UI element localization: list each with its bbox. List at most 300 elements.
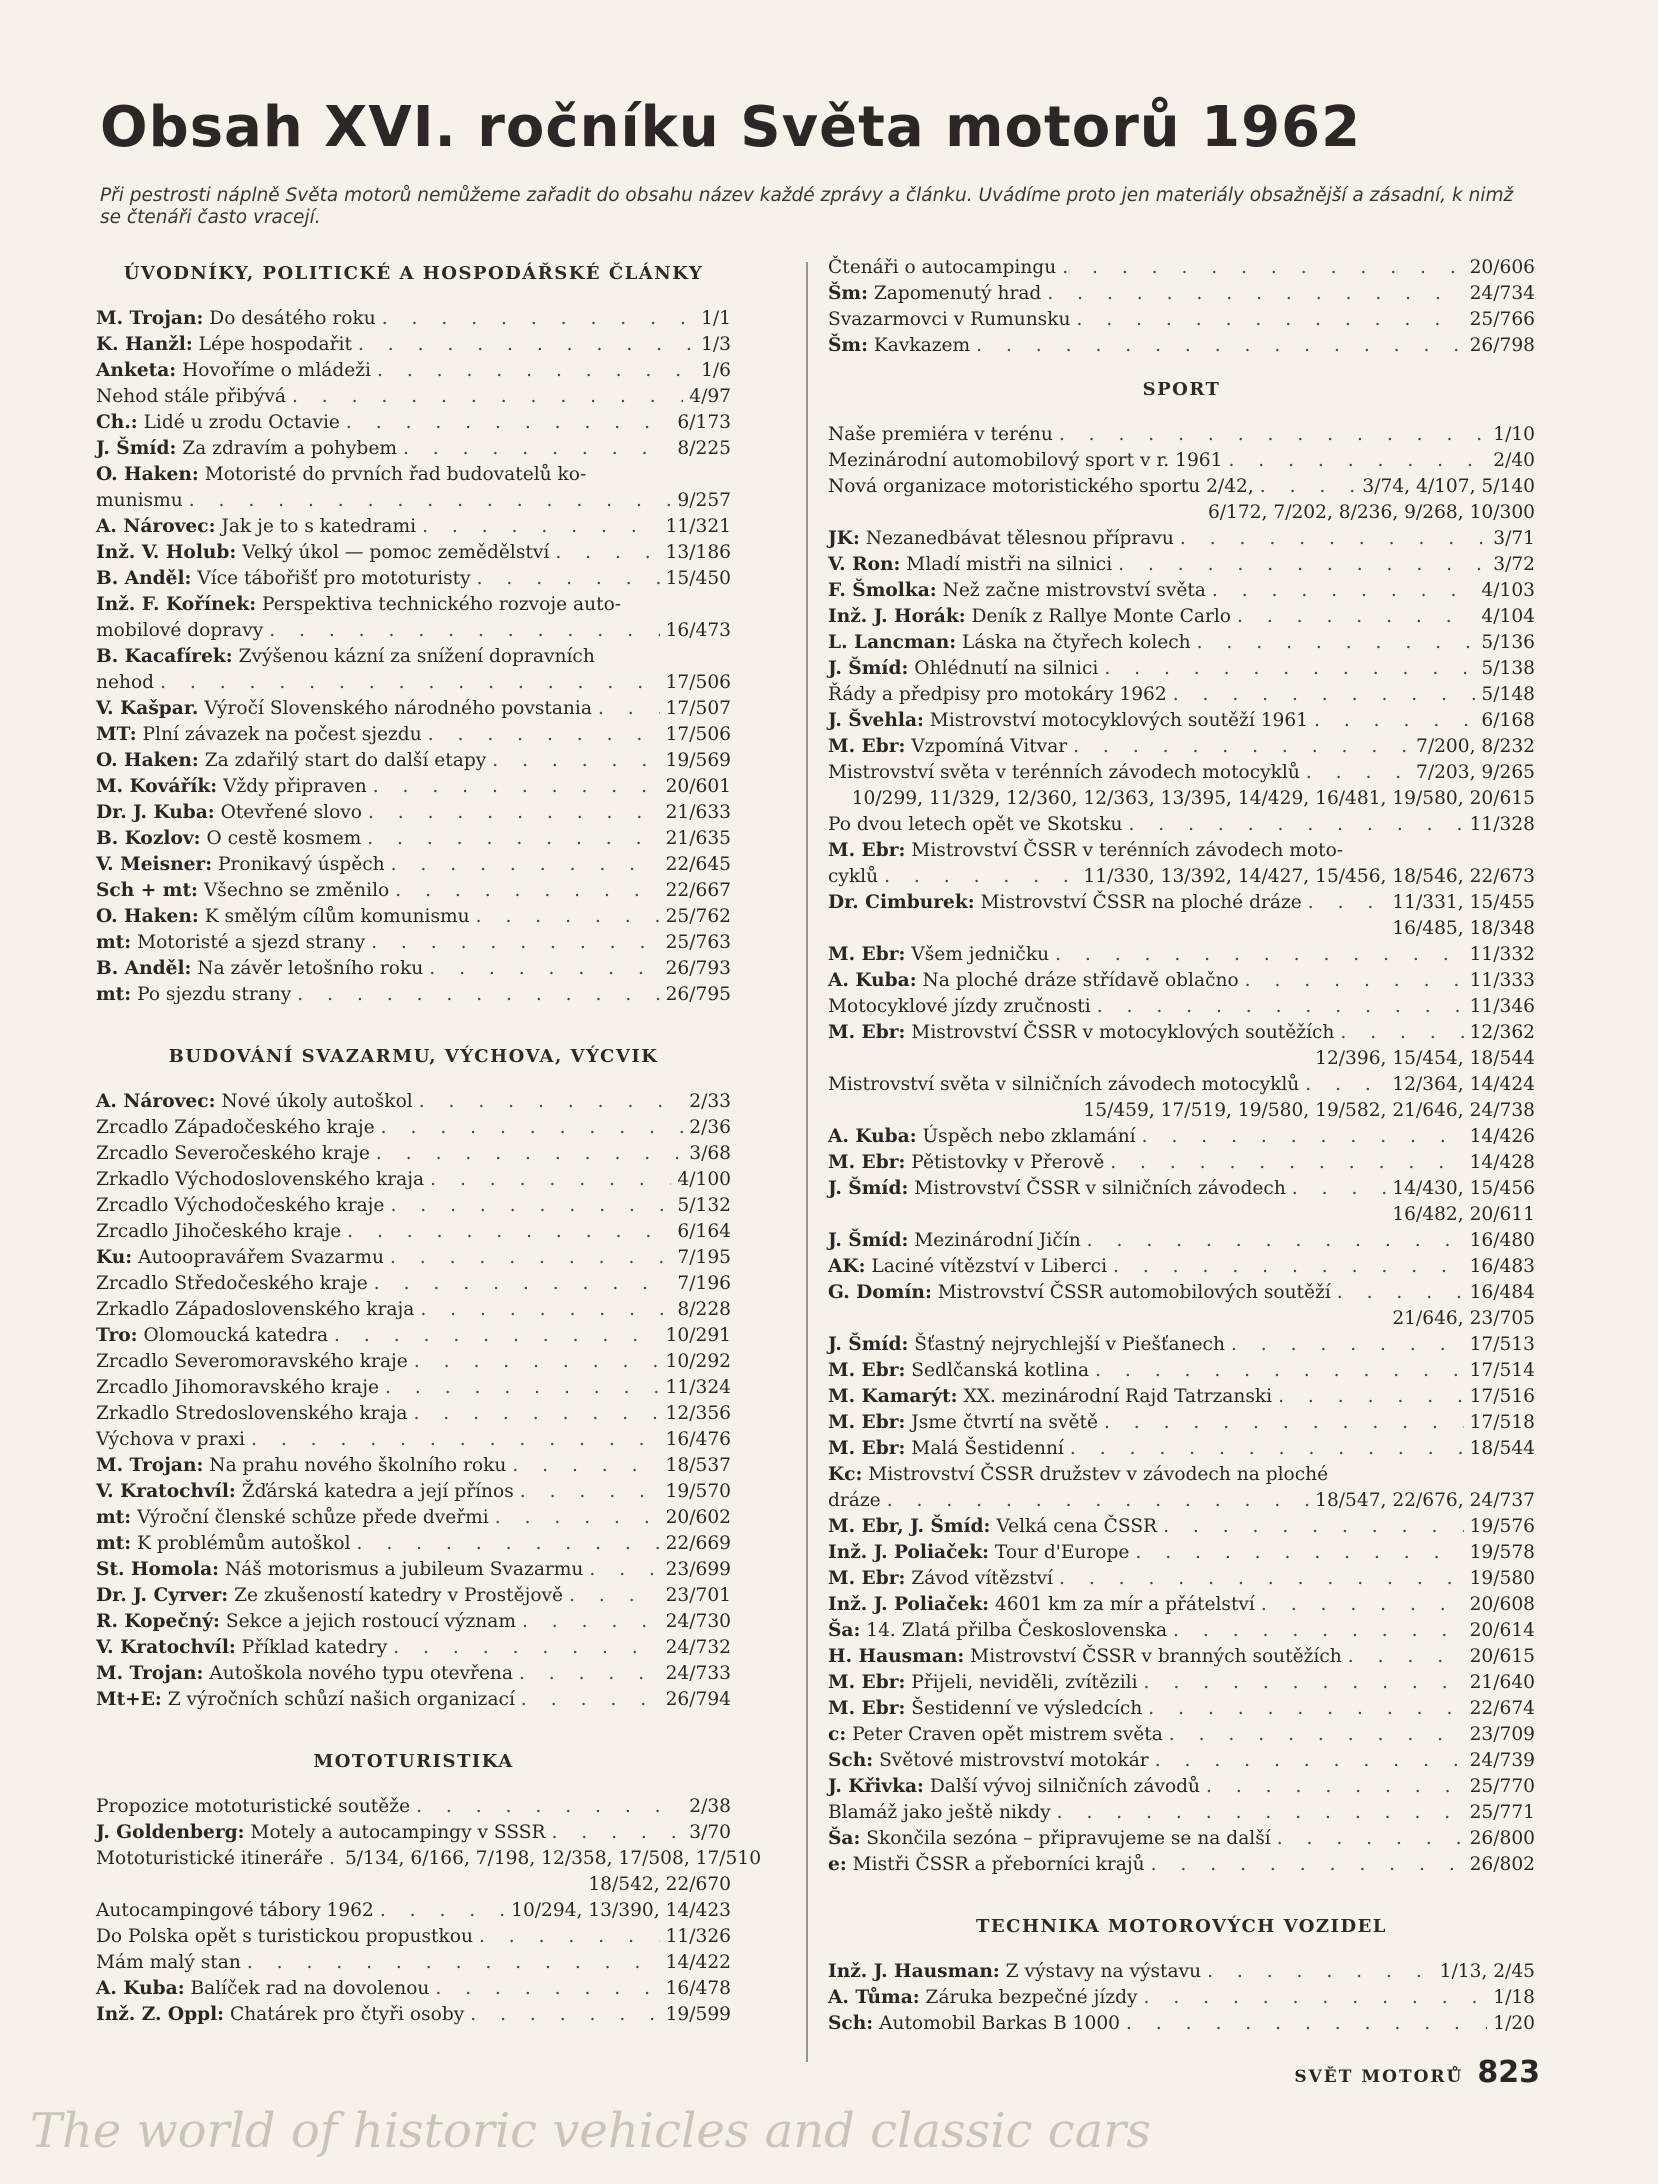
entry-line — [96, 1505, 731, 1531]
toc-entry — [828, 1696, 1535, 1722]
entry-text — [828, 307, 1070, 333]
toc-entry — [828, 1462, 1535, 1514]
toc-entry — [828, 1020, 1535, 1072]
entry-author: A. Tůma: — [828, 1987, 920, 2008]
entry-ref: 18/547, 22/676, 24/737 — [1315, 1490, 1535, 1511]
entry-text — [828, 1618, 1167, 1644]
entry-title: Autocampingové tábory 1962 — [96, 1900, 374, 1921]
entry-author: M. Trojan: — [96, 308, 204, 329]
entry-text — [96, 878, 389, 904]
entry-line — [96, 1401, 731, 1427]
leader-dots — [1059, 422, 1487, 448]
entry-title: Zrcadlo Jihočeského kraje — [96, 1221, 342, 1242]
leader-dots — [1197, 630, 1476, 656]
entry-ref: 11/324 — [665, 1377, 731, 1398]
intro-paragraph: Při pestrosti náplně Světa motorů nemůžeme zařadit do obsahu název každé zprávy a článku. Uvádíme proto jen materiály obsažnější a zásadní, k nimž se čtenáři často vracejí. — [100, 185, 1514, 228]
toc-entry — [96, 514, 731, 540]
entry-ref: 25/771 — [1469, 1802, 1535, 1823]
entry-line — [96, 1115, 731, 1141]
entry-author: B. Anděl: — [96, 958, 192, 979]
leader-dots — [393, 1635, 659, 1661]
entry-line — [96, 1141, 731, 1167]
right-column — [828, 255, 1535, 2075]
entry-title: Další vývoj silničních závodů — [929, 1776, 1201, 1797]
entry-author: mt: — [96, 1507, 132, 1528]
entry-ref: 11/346 — [1469, 996, 1535, 1017]
toc-entry — [96, 1583, 731, 1609]
entry-author: M. Ebr: — [828, 944, 906, 965]
entry-author: mt: — [96, 984, 132, 1005]
entry-title: Nehod stále přibývá — [96, 386, 286, 407]
entry-author: A. Kuba: — [828, 1126, 917, 1147]
entry-ref: 1/20 — [1493, 2013, 1535, 2034]
entry-author: M. Ebr: — [828, 1568, 906, 1589]
page-number: 823 — [1477, 2055, 1540, 2090]
entry-title: Malá Šestidenní — [911, 1438, 1064, 1459]
leader-dots — [403, 436, 671, 462]
entry-line — [96, 1976, 731, 2002]
leader-dots — [390, 1245, 671, 1271]
leader-dots — [1144, 1670, 1464, 1696]
entry-author: M. Ebr: — [828, 1698, 906, 1719]
leader-dots — [189, 488, 672, 514]
toc-entry — [96, 1479, 731, 1505]
leader-dots — [1306, 760, 1410, 786]
entry-title: Blamáž jako ještě nikdy — [828, 1802, 1051, 1823]
entry-ref: 17/518 — [1469, 1412, 1535, 1433]
toc-entry — [96, 826, 731, 852]
entry-author: Tro: — [96, 1325, 138, 1346]
entry-ref: 19/569 — [665, 750, 731, 771]
leader-dots — [357, 1531, 660, 1557]
section-mototuristika-b — [828, 255, 1535, 359]
entry-title: O cestě kosmem — [206, 828, 362, 849]
entry-text — [96, 1924, 473, 1950]
entry-line — [96, 670, 731, 696]
entry-ref: 16/483 — [1469, 1256, 1535, 1277]
entry-line — [96, 1479, 731, 1505]
entry-ref: 11/331, 15/455 — [1392, 892, 1535, 913]
leader-dots — [247, 1950, 660, 1976]
toc-entry — [828, 2011, 1535, 2037]
entry-text — [828, 1384, 1272, 1410]
entry-author: Inž. J. Hausman: — [828, 1961, 1000, 1982]
entry-author: c: — [828, 1724, 847, 1745]
toc-entry — [96, 1687, 731, 1713]
entry-title: Lépe hospodařit — [198, 334, 352, 355]
entry-line — [828, 1618, 1535, 1644]
entry-line — [96, 592, 731, 618]
entry-text — [828, 1150, 1104, 1176]
leader-dots — [589, 1557, 659, 1583]
entry-title: Hovoříme o mládeži — [182, 360, 372, 381]
entry-title: Pronikavý úspěch — [218, 854, 385, 875]
entry-author: Inž. Z. Oppl: — [96, 2004, 225, 2025]
entry-line — [96, 644, 731, 670]
entry-title: Nezanedbávat tělesnou přípravu — [865, 528, 1174, 549]
entry-ref: 20/602 — [665, 1507, 731, 1528]
entry-ref: 23/709 — [1469, 1724, 1535, 1745]
leader-dots — [1097, 994, 1464, 1020]
toc-entry — [96, 1505, 731, 1531]
entry-line — [828, 1280, 1535, 1306]
leader-dots — [292, 384, 683, 410]
toc-entry — [96, 1794, 731, 1820]
entry-title: Motoristé do prvních řad budovatelů ko- — [204, 464, 587, 485]
entry-title: Mistrovství ČSSR automobilových soutěží — [937, 1282, 1331, 1303]
entry-text — [96, 1479, 514, 1505]
entry-title: Výchova v praxi — [96, 1429, 245, 1450]
toc-entry — [828, 526, 1535, 552]
toc-entry — [96, 410, 731, 436]
entry-text — [96, 1323, 328, 1349]
entry-line — [828, 812, 1535, 838]
entry-ref: 24/732 — [665, 1637, 731, 1658]
entry-ref: 10/291 — [665, 1325, 731, 1346]
entry-ref: 2/33 — [689, 1091, 731, 1112]
entry-author: J. Šmíd: — [828, 1230, 909, 1251]
entry-title: Mistrovství motocyklových soutěží 1961 — [929, 710, 1309, 731]
entry-title: Jsme čtvrtí na světě — [911, 1412, 1098, 1433]
entry-text — [828, 1332, 1225, 1358]
entry-title: Úspěch nebo zklamání — [922, 1126, 1136, 1147]
entry-author: O. Haken: — [96, 750, 199, 771]
leader-dots — [382, 306, 695, 332]
toc-entry — [96, 2002, 731, 2028]
entry-ref: 22/667 — [665, 880, 731, 901]
entry-line — [828, 1384, 1535, 1410]
entry-title: Zrcadlo Severomoravského kraje — [96, 1351, 408, 1372]
toc-entry — [96, 1898, 731, 1924]
entry-title: Světové mistrovství motokár — [879, 1750, 1149, 1771]
entry-author: Dr. J. Kuba: — [96, 802, 215, 823]
leader-dots — [419, 1089, 684, 1115]
entry-line — [828, 656, 1535, 682]
entry-ref: 11/326 — [665, 1926, 731, 1947]
toc-entry — [96, 1141, 731, 1167]
entry-text — [96, 1115, 375, 1141]
page-footer — [1270, 2055, 1540, 2090]
entry-text — [96, 774, 367, 800]
entry-line — [828, 1436, 1535, 1462]
entry-ref: 19/578 — [1469, 1542, 1535, 1563]
entry-ref: 11/330, 13/392, 14/427, 15/456, 18/546, 22/673 — [1083, 866, 1535, 887]
leader-dots — [1087, 1228, 1464, 1254]
toc-entry — [96, 592, 731, 644]
entry-ref: 7/196 — [677, 1273, 731, 1294]
toc-entry — [828, 255, 1535, 281]
leader-dots — [1076, 307, 1463, 333]
entry-ref: 13/186 — [665, 542, 731, 563]
entry-text — [828, 552, 1112, 578]
leader-dots — [1047, 281, 1463, 307]
entry-text — [96, 1687, 515, 1713]
entry-title: Příklad katedry — [241, 1637, 388, 1658]
entry-text — [828, 526, 1174, 552]
entry-title: Mistrovství ČSSR v silničních závodech — [914, 1178, 1286, 1199]
toc-entry — [828, 630, 1535, 656]
toc-entry — [96, 306, 731, 332]
entry-ref: 16/484 — [1469, 1282, 1535, 1303]
entry-line — [828, 1800, 1535, 1826]
toc-entry — [828, 1592, 1535, 1618]
leader-dots — [1340, 1020, 1463, 1046]
entry-ref: 8/225 — [677, 438, 731, 459]
entry-title: Šestidenní ve výsledcích — [911, 1698, 1143, 1719]
leader-dots — [555, 540, 659, 566]
entry-author: A. Nárovec: — [96, 516, 216, 537]
entry-line — [96, 436, 731, 462]
toc-entry — [96, 956, 731, 982]
entry-title: Laciné vítězství v Liberci — [871, 1256, 1108, 1277]
toc-entry — [96, 1323, 731, 1349]
leader-dots — [1212, 578, 1476, 604]
entry-title: Čtenáři o autocampingu — [828, 257, 1057, 278]
entry-title: Žďárská katedra a její přínos — [241, 1481, 514, 1502]
entry-title: Autoopravářem Svazarmu — [138, 1247, 384, 1268]
entry-title: Do Polska opět s turistickou propustkou — [96, 1926, 473, 1947]
entry-ref: 12/364, 14/424 — [1392, 1074, 1535, 1095]
toc-entry — [96, 1976, 731, 2002]
entry-author: V. Kratochvíl: — [96, 1637, 236, 1658]
entry-author: M. Trojan: — [96, 1663, 204, 1684]
entry-line — [96, 930, 731, 956]
entry-text — [96, 826, 361, 852]
leader-dots — [1135, 1540, 1463, 1566]
toc-entry — [828, 1072, 1535, 1124]
toc-entry — [96, 1846, 762, 1898]
leader-dots — [1095, 1358, 1464, 1384]
entry-line — [828, 552, 1535, 578]
entry-text — [96, 332, 352, 358]
entry-title: Balíček rad na dovolenou — [190, 1978, 430, 1999]
entry-title: Do desátého roku — [209, 308, 376, 329]
leader-dots — [470, 2002, 659, 2028]
entry-ref: 20/608 — [1469, 1594, 1535, 1615]
entry-text — [828, 1540, 1129, 1566]
entry-line — [828, 760, 1535, 786]
entry-line — [96, 1193, 731, 1219]
leader-dots — [1059, 1566, 1464, 1592]
entry-line — [96, 722, 731, 748]
leader-dots — [1278, 1384, 1463, 1410]
entry-ref: 25/762 — [665, 906, 731, 927]
entry-line — [96, 540, 731, 566]
entry-title: Po dvou letech opět ve Skotsku — [828, 814, 1123, 835]
entry-line — [96, 1089, 731, 1115]
entry-ref: 21/633 — [665, 802, 731, 823]
entry-line — [828, 1959, 1535, 1985]
entry-ref: 14/428 — [1469, 1152, 1535, 1173]
leader-dots — [1113, 1254, 1464, 1280]
entry-title-cont: nehod — [96, 672, 155, 693]
toc-entry — [96, 1557, 731, 1583]
entry-text — [96, 1089, 413, 1115]
toc-entry — [96, 722, 731, 748]
entry-title: Skončila sezóna – připravujeme se na další — [866, 1828, 1271, 1849]
entry-title: Sekce a jejich rostoucí význam — [225, 1611, 516, 1632]
leader-dots — [269, 618, 659, 644]
entry-ref: 19/570 — [665, 1481, 731, 1502]
section-heading: SPORT — [1142, 379, 1221, 400]
entry-line — [828, 448, 1535, 474]
leader-dots — [428, 722, 660, 748]
entry-line — [96, 1557, 731, 1583]
entry-line — [828, 1254, 1535, 1280]
entry-author: St. Homola: — [96, 1559, 219, 1580]
entry-author: M. Ebr: — [828, 1438, 906, 1459]
entry-title: Šťastný nejrychlejší v Piešťanech — [914, 1334, 1225, 1355]
entry-line — [828, 682, 1535, 708]
entry-text — [96, 514, 416, 540]
entry-text — [96, 1820, 545, 1846]
entry-ref: 25/766 — [1469, 309, 1535, 330]
leader-dots — [521, 1687, 660, 1713]
entry-text — [828, 1800, 1051, 1826]
toc-entry — [96, 904, 731, 930]
entry-line — [828, 942, 1535, 968]
entry-line — [828, 1176, 1535, 1202]
entry-line — [828, 281, 1535, 307]
leader-dots — [551, 1820, 683, 1846]
entry-line — [828, 422, 1535, 448]
toc-entry — [828, 1800, 1535, 1826]
entry-title: Nové úkoly autoškol — [221, 1091, 413, 1112]
toc-entry — [96, 1950, 731, 1976]
entry-text — [96, 306, 376, 332]
entry-author: Ch.: — [96, 412, 138, 433]
toc-entry — [828, 942, 1535, 968]
entry-text — [96, 436, 397, 462]
entry-text — [96, 1245, 384, 1271]
entry-title-cont: mobilové dopravy — [96, 620, 264, 641]
entry-text — [96, 1583, 563, 1609]
leader-dots — [160, 670, 660, 696]
toc-entry — [828, 1254, 1535, 1280]
toc-entry — [96, 1609, 731, 1635]
entry-text — [828, 1696, 1142, 1722]
entry-ref: 17/507 — [665, 698, 731, 719]
entry-title: Více tábořišť pro mototuristy — [197, 568, 471, 589]
watermark-text: The world of historic vehicles and classic cars — [30, 2103, 1151, 2159]
toc-entry — [828, 994, 1535, 1020]
entry-text — [828, 1020, 1334, 1046]
entry-line — [96, 358, 731, 384]
entry-text — [96, 1401, 407, 1427]
toc-entry — [96, 1167, 731, 1193]
page-title: Obsah XVI. ročníku Světa motorů 1962 — [100, 95, 1362, 160]
entry-line — [96, 1950, 731, 1976]
entry-title: Na ploché dráze střídavě oblačno — [922, 970, 1239, 991]
entry-ref: 1/18 — [1493, 1987, 1535, 2008]
entry-author: Dr. Cimburek: — [828, 892, 975, 913]
toc-entry — [96, 1089, 731, 1115]
entry-ref: 3/70 — [689, 1822, 731, 1843]
entry-line — [828, 1228, 1535, 1254]
column-divider — [806, 262, 808, 2062]
entry-ref: 15/450 — [665, 568, 731, 589]
toc-entry — [828, 1358, 1535, 1384]
leader-dots — [1104, 1410, 1464, 1436]
entry-ref: 5/148 — [1481, 684, 1535, 705]
leader-dots — [1128, 812, 1463, 838]
entry-title: Motely a autocampingy v SSSR — [250, 1822, 546, 1843]
entry-line — [96, 1583, 731, 1609]
entry-line — [828, 1020, 1535, 1046]
leader-dots — [1155, 1748, 1464, 1774]
entry-title-cont: dráze — [828, 1490, 881, 1511]
entry-title-cont: cyklů — [828, 866, 879, 887]
entry-text — [828, 994, 1091, 1020]
entry-ref: 24/739 — [1469, 1750, 1535, 1771]
leader-dots — [329, 1846, 339, 1872]
leader-dots — [297, 982, 659, 1008]
entry-ref: 22/674 — [1469, 1698, 1535, 1719]
leader-dots — [1206, 1774, 1464, 1800]
entry-ref: 12/356 — [665, 1403, 731, 1424]
toc-entry — [828, 307, 1535, 333]
entry-author: e: — [828, 1854, 847, 1875]
entry-ref: 7/203, 9/265 — [1416, 762, 1535, 783]
toc-entry — [96, 878, 731, 904]
entry-title: Mistrovství ČSSR v branných soutěžích — [970, 1646, 1342, 1667]
entry-title: Zrcadlo Západočeského kraje — [96, 1117, 375, 1138]
entry-line — [828, 1670, 1535, 1696]
entry-text — [828, 1124, 1136, 1150]
entry-ref: 19/576 — [1469, 1516, 1535, 1537]
entry-ref: 3/74, 4/107, 5/140 — [1362, 476, 1535, 497]
toc-entry — [828, 682, 1535, 708]
entry-author: J. Šmíd: — [96, 438, 177, 459]
entry-title: Ohlédnutí na silnici — [914, 658, 1099, 679]
section-technika — [828, 1916, 1535, 2037]
entry-ref: 11/333 — [1469, 970, 1535, 991]
entry-text — [96, 1219, 341, 1245]
entry-line — [96, 1609, 731, 1635]
entry-author: M. Ebr: — [828, 1672, 906, 1693]
entry-text — [828, 942, 1049, 968]
entry-line — [828, 1514, 1535, 1540]
entry-ref: 11/321 — [665, 516, 731, 537]
entry-author: V. Meisner: — [96, 854, 213, 875]
entry-text — [96, 1141, 370, 1167]
leader-dots — [367, 826, 659, 852]
toc-entry — [96, 930, 731, 956]
entry-ref: 24/733 — [665, 1663, 731, 1684]
entry-title: Tour d'Europe — [994, 1542, 1130, 1563]
entry-ref: 20/601 — [665, 776, 731, 797]
entry-title: 4601 km za mír a přátelství — [994, 1594, 1255, 1615]
entry-ref: 14/430, 15/456 — [1392, 1178, 1535, 1199]
leader-dots — [884, 864, 1077, 890]
entry-ref: 26/798 — [1469, 335, 1535, 356]
entry-line — [96, 1635, 731, 1661]
entry-author: M. Ebr: — [828, 840, 906, 861]
entry-ref: 11/328 — [1469, 814, 1535, 835]
toc-entry — [96, 1271, 731, 1297]
entry-ref: 4/100 — [677, 1169, 731, 1190]
entry-text — [828, 812, 1122, 838]
entry-title: Jak je to s katedrami — [221, 516, 417, 537]
toc-entry — [828, 838, 1535, 890]
entry-title: Naše premiéra v terénu — [828, 424, 1053, 445]
entry-title: Zrkadlo Západoslovenského kraja — [96, 1299, 415, 1320]
section-budovani — [96, 1046, 731, 1713]
leader-dots — [512, 1453, 659, 1479]
entry-author: Ša: — [828, 1620, 861, 1641]
leader-dots — [429, 956, 659, 982]
entry-line — [96, 566, 731, 592]
